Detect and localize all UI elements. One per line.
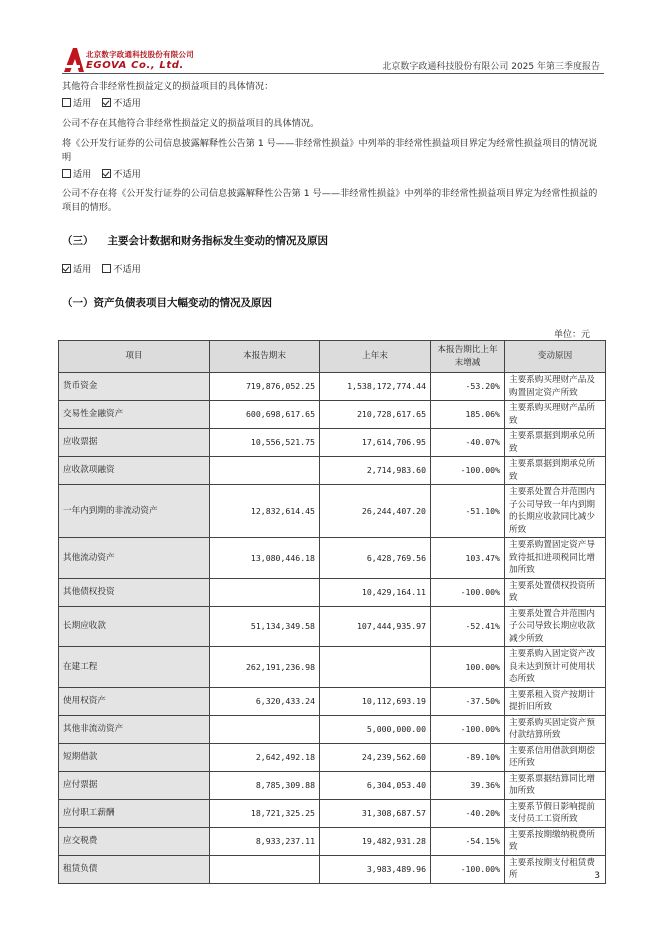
row-last-year-value: 10,429,164.11: [320, 578, 431, 606]
row-last-year-value: 1,538,172,774.44: [320, 373, 431, 401]
row-item-name: 应收票据: [59, 429, 210, 457]
header-reason: 变动原因: [505, 341, 606, 373]
row-item-name: 其他债权投资: [59, 578, 210, 606]
unchecked-box-icon: [62, 169, 71, 178]
row-current-value: 18,721,325.25: [210, 799, 320, 827]
row-change-reason: 主要系租入资产按期计提折旧所致: [505, 687, 606, 715]
row-current-value: 8,933,237.11: [210, 827, 320, 855]
row-last-year-value: 24,239,562.60: [320, 743, 431, 771]
section-title: 主要会计数据和财务指标发生变动的情况及原因: [107, 235, 328, 247]
other-items-statement: 公司不存在其他符合非经常性损益定义的损益项目的具体情况。: [62, 118, 320, 129]
row-item-name: 应收款项融资: [59, 457, 210, 485]
row-current-value: 262,191,236.98: [210, 647, 320, 688]
row-last-year-value: 19,482,931.28: [320, 827, 431, 855]
row-change-pct: -53.20%: [431, 373, 505, 401]
row-change-reason: 主要系购置固定资产导致待抵扣进项税同比增加所致: [505, 538, 606, 579]
row-item-name: 一年内到期的非流动资产: [59, 485, 210, 538]
row-change-pct: -100.00%: [431, 855, 505, 883]
row-change-reason: 主要系处置合并范围内子公司导致一年内到期的长期应收款同比减少所致: [505, 485, 606, 538]
row-current-value: 10,556,521.75: [210, 429, 320, 457]
row-last-year-value: 3,983,489.96: [320, 855, 431, 883]
row-change-pct: -40.07%: [431, 429, 505, 457]
reclassification-heading: 将《公开发行证券的公司信息披露解释性公告第 1 号——非经常性损益》中列举的非经常性损益项目界定为经常性损益项目的情况说明: [62, 138, 598, 163]
header-change-pct: 本报告期比上年末增减: [431, 341, 505, 373]
row-item-name: 其他非流动资产: [59, 715, 210, 743]
table-header-row: [59, 341, 606, 373]
applicability-options-2: [62, 168, 602, 182]
option-not-applicable: 不适用: [102, 264, 141, 275]
section-heading-changes: [62, 233, 328, 248]
row-current-value: [210, 457, 320, 485]
unchecked-box-icon: [62, 98, 71, 107]
row-change-reason: 主要系按期支付租赁费所: [505, 855, 606, 883]
row-current-value: 6,320,433.24: [210, 687, 320, 715]
table-row: [59, 855, 606, 883]
option-not-applicable: 不适用: [102, 169, 141, 180]
row-change-pct: -37.50%: [431, 687, 505, 715]
row-current-value: [210, 855, 320, 883]
header-last-year-end: 上年末: [320, 341, 431, 373]
row-item-name: 使用权资产: [59, 687, 210, 715]
page-number: 3: [594, 871, 600, 881]
table-row: [59, 647, 606, 688]
row-last-year-value: 6,428,769.56: [320, 538, 431, 579]
row-change-reason: 主要系购买理财产品及购置固定资产所致: [505, 373, 606, 401]
row-current-value: 719,876,052.25: [210, 373, 320, 401]
table-row: [59, 771, 606, 799]
checked-box-icon: [62, 264, 71, 273]
row-change-reason: 主要系处置债权投资所致: [505, 578, 606, 606]
table-row: [59, 401, 606, 429]
row-change-pct: 100.00%: [431, 647, 505, 688]
row-change-reason: 主要系票据结算同比增加所致: [505, 771, 606, 799]
row-last-year-value: 107,444,935.97: [320, 606, 431, 647]
row-item-name: 长期应收款: [59, 606, 210, 647]
row-current-value: 2,642,492.18: [210, 743, 320, 771]
row-last-year-value: 31,308,687.57: [320, 799, 431, 827]
row-last-year-value: 10,112,693.19: [320, 687, 431, 715]
unchecked-box-icon: [102, 264, 111, 273]
row-change-pct: 103.47%: [431, 538, 505, 579]
row-change-reason: 主要系购买固定资产预付款结算所致: [505, 715, 606, 743]
row-change-reason: 主要系处置合并范围内子公司导致长期应收款减少所致: [505, 606, 606, 647]
option-applicable: 适用: [62, 264, 91, 275]
row-change-reason: 主要系购入固定资产改良未达到预计可使用状态所致: [505, 647, 606, 688]
row-current-value: 600,698,617.65: [210, 401, 320, 429]
row-current-value: [210, 715, 320, 743]
table-row: [59, 538, 606, 579]
row-current-value: [210, 578, 320, 606]
report-header-title: 北京数字政通科技股份有限公司 2025 年第三季度报告: [382, 62, 600, 72]
row-current-value: 8,785,309.88: [210, 771, 320, 799]
table-row: [59, 687, 606, 715]
row-item-name: 应付职工薪酬: [59, 799, 210, 827]
row-item-name: 在建工程: [59, 647, 210, 688]
header-current-period: 本报告期末: [210, 341, 320, 373]
table-row: [59, 578, 606, 606]
row-change-reason: 主要系信用借款到期偿还所致: [505, 743, 606, 771]
row-last-year-value: 17,614,706.95: [320, 429, 431, 457]
balance-sheet-changes-table: [58, 340, 606, 884]
table-row: [59, 715, 606, 743]
row-item-name: 应付票据: [59, 771, 210, 799]
row-current-value: 13,080,446.18: [210, 538, 320, 579]
row-change-pct: -89.10%: [431, 743, 505, 771]
row-item-name: 其他流动资产: [59, 538, 210, 579]
section-number: （三）: [62, 235, 94, 247]
company-logo: [62, 47, 202, 75]
table-row: [59, 827, 606, 855]
header-divider: [62, 73, 604, 74]
unit-label: 单位：元: [553, 330, 590, 340]
row-change-pct: -100.00%: [431, 715, 505, 743]
row-item-name: 交易性金融资产: [59, 401, 210, 429]
logo-company-name: 北京数字政通科技股份有限公司: [86, 50, 194, 59]
row-current-value: 51,134,349.58: [210, 606, 320, 647]
table-row: [59, 485, 606, 538]
row-item-name: 应交税费: [59, 827, 210, 855]
subsection-heading-balance-sheet: （一）资产负债表项目大幅变动的情况及原因: [62, 297, 272, 309]
row-last-year-value: 6,304,053.40: [320, 771, 431, 799]
applicability-options-1: [62, 97, 602, 111]
table-row: [59, 457, 606, 485]
reclassification-statement: 公司不存在将《公开发行证券的公司信息披露解释性公告第 1 号——非经常性损益》中列举的非经常性损益项目界定为经常性损益的项目的情形。: [62, 188, 598, 213]
table-row: [59, 373, 606, 401]
table-row: [59, 429, 606, 457]
row-change-pct: -54.15%: [431, 827, 505, 855]
row-change-reason: 主要系按期缴纳税费所致: [505, 827, 606, 855]
row-change-reason: 主要系节假日影响提前支付员工工资所致: [505, 799, 606, 827]
row-item-name: 货币资金: [59, 373, 210, 401]
row-item-name: 短期借款: [59, 743, 210, 771]
row-item-name: 租赁负债: [59, 855, 210, 883]
row-last-year-value: 26,244,407.20: [320, 485, 431, 538]
row-last-year-value: [320, 647, 431, 688]
row-change-pct: 39.36%: [431, 771, 505, 799]
row-change-pct: 185.06%: [431, 401, 505, 429]
row-change-pct: -40.20%: [431, 799, 505, 827]
row-change-pct: -100.00%: [431, 457, 505, 485]
row-last-year-value: 5,000,000.00: [320, 715, 431, 743]
row-change-pct: -51.10%: [431, 485, 505, 538]
row-change-reason: 主要系购买理财产品所致: [505, 401, 606, 429]
row-change-reason: 主要系票据到期承兑所致: [505, 429, 606, 457]
option-not-applicable: 不适用: [102, 98, 141, 109]
header-item: 项目: [59, 341, 210, 373]
option-applicable: 适用: [62, 169, 91, 180]
checked-box-icon: [102, 98, 111, 107]
logo-english-name: EGOVA Co., Ltd.: [86, 60, 184, 71]
row-current-value: 12,832,614.45: [210, 485, 320, 538]
option-applicable: 适用: [62, 98, 91, 109]
row-change-pct: -100.00%: [431, 578, 505, 606]
egova-logo-icon: [62, 47, 86, 73]
applicability-options-3: [62, 263, 602, 277]
other-items-heading: 其他符合非经常性损益定义的损益项目的具体情况：: [62, 81, 274, 92]
checked-box-icon: [102, 169, 111, 178]
row-last-year-value: 2,714,983.60: [320, 457, 431, 485]
table-row: [59, 606, 606, 647]
table-row: [59, 799, 606, 827]
row-change-reason: 主要系票据到期承兑所致: [505, 457, 606, 485]
row-last-year-value: 210,728,617.65: [320, 401, 431, 429]
table-row: [59, 743, 606, 771]
row-change-pct: -52.41%: [431, 606, 505, 647]
